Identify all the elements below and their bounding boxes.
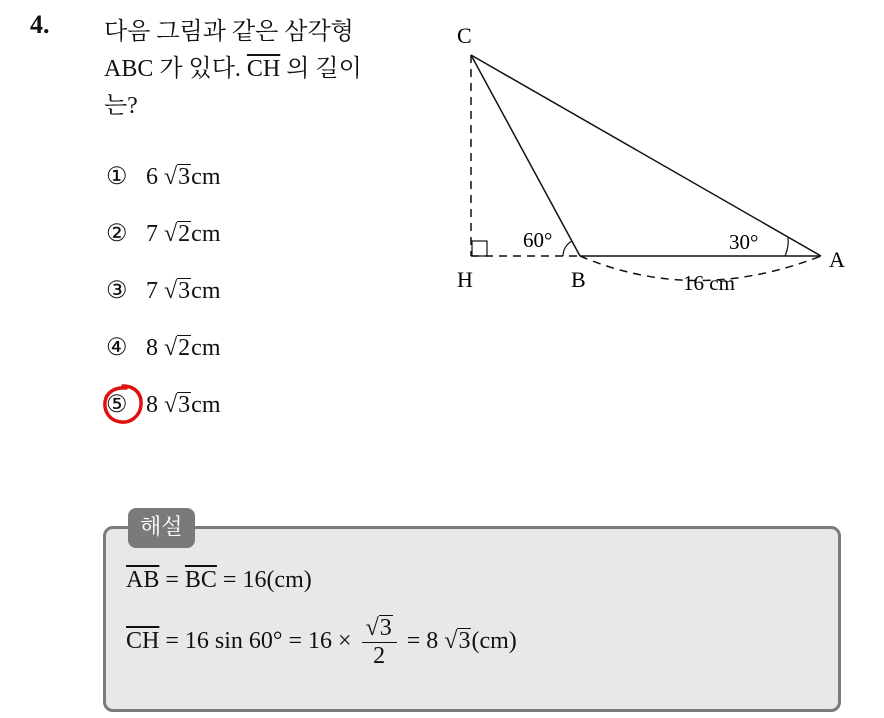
equation-2: $\overline{CH} = 16$ sin 60° = 16 × $\frac{√3}{2}$ = 8 √3(cm) xyxy=(126,615,517,669)
label-h: H xyxy=(457,267,473,292)
label-c: C xyxy=(457,23,472,48)
equation-2-tail: (cm) xyxy=(471,628,517,655)
choice-3-rad: 3 xyxy=(178,278,191,304)
side-ca xyxy=(471,55,821,256)
fraction-denominator: 2 xyxy=(373,643,386,669)
choice-4-mark: ④ xyxy=(106,335,128,361)
length-label: 16 cm xyxy=(683,271,735,295)
right-angle-icon xyxy=(472,241,487,256)
choice-list xyxy=(106,162,221,447)
equation-2-rad: 3 xyxy=(458,628,471,655)
choice-2[interactable]: ② 7 √2cm xyxy=(106,221,221,247)
label-b: B xyxy=(571,267,586,292)
question-line-2 xyxy=(104,51,434,88)
choice-1-rad: 3 xyxy=(178,164,191,190)
segment-ab: $\overline{AB}$ xyxy=(126,567,160,593)
choice-5[interactable]: ⑤ 8 √3cm xyxy=(106,390,221,447)
choice-5-coef: 8 xyxy=(146,392,158,418)
question-line-2-post: 의 길이 xyxy=(286,56,362,82)
choice-2-mark: ② xyxy=(106,221,128,247)
angle-b-arc xyxy=(563,241,572,256)
choice-1-coef: 6 xyxy=(146,164,158,190)
choice-4-unit: cm xyxy=(191,335,221,361)
question-line-1: 다음 그림과 같은 삼각형 xyxy=(104,19,354,45)
choice-1-unit: cm xyxy=(191,164,221,190)
angle-a-label: 30° xyxy=(729,230,759,254)
choice-5-rad: 3 xyxy=(178,392,191,418)
explanation-tag: 해설 xyxy=(128,508,195,548)
choice-5-mark: ⑤ xyxy=(106,392,128,418)
choice-3-mark: ③ xyxy=(106,278,128,304)
segment-ch: $\overline{CH}$ xyxy=(246,56,281,82)
choice-1-mark: ① xyxy=(106,164,128,190)
question-line-2-pre: ABC 가 있다. xyxy=(104,56,241,82)
choice-1[interactable]: ① 6 √3cm xyxy=(106,164,221,190)
choice-3-coef: 7 xyxy=(146,278,158,304)
angle-b-label: 60° xyxy=(523,228,553,252)
question-number: 4. xyxy=(30,10,50,39)
question-line-3: 는? xyxy=(104,93,138,119)
equation-1: $\overline{AB} = \overline{BC} = 16(cm)$ xyxy=(126,567,312,593)
choice-3[interactable]: ③ 7 √3cm xyxy=(106,278,221,304)
fraction xyxy=(362,615,397,670)
choice-4-coef: 8 xyxy=(146,335,158,361)
question-text xyxy=(104,14,434,125)
equation-2-part1: = 16 sin 60° = 16 × xyxy=(165,628,352,655)
choice-2-coef: 7 xyxy=(146,221,158,247)
choice-2-unit: cm xyxy=(191,221,221,247)
fraction-rad: 3 xyxy=(379,615,392,641)
choice-2-rad: 2 xyxy=(178,221,191,247)
choice-5-unit: cm xyxy=(191,392,221,418)
choice-3-unit: cm xyxy=(191,278,221,304)
segment-bc: $\overline{BC}$ xyxy=(184,567,217,593)
choice-4[interactable]: ④ 8 √2cm xyxy=(106,335,221,361)
side-cb xyxy=(471,55,580,256)
angle-a-arc xyxy=(785,237,788,256)
choice-4-rad: 2 xyxy=(178,335,191,361)
triangle-diagram xyxy=(445,15,865,305)
equation-1-rhs: = 16(cm) xyxy=(222,567,312,593)
segment-ch-2: $\overline{CH}$ xyxy=(126,628,160,655)
fraction-numerator: √3 xyxy=(362,615,397,643)
explanation-box xyxy=(103,526,841,712)
answer-circle-icon xyxy=(100,381,146,427)
label-a: A xyxy=(829,247,845,272)
equation-2-part2: = 8 xyxy=(406,628,439,655)
